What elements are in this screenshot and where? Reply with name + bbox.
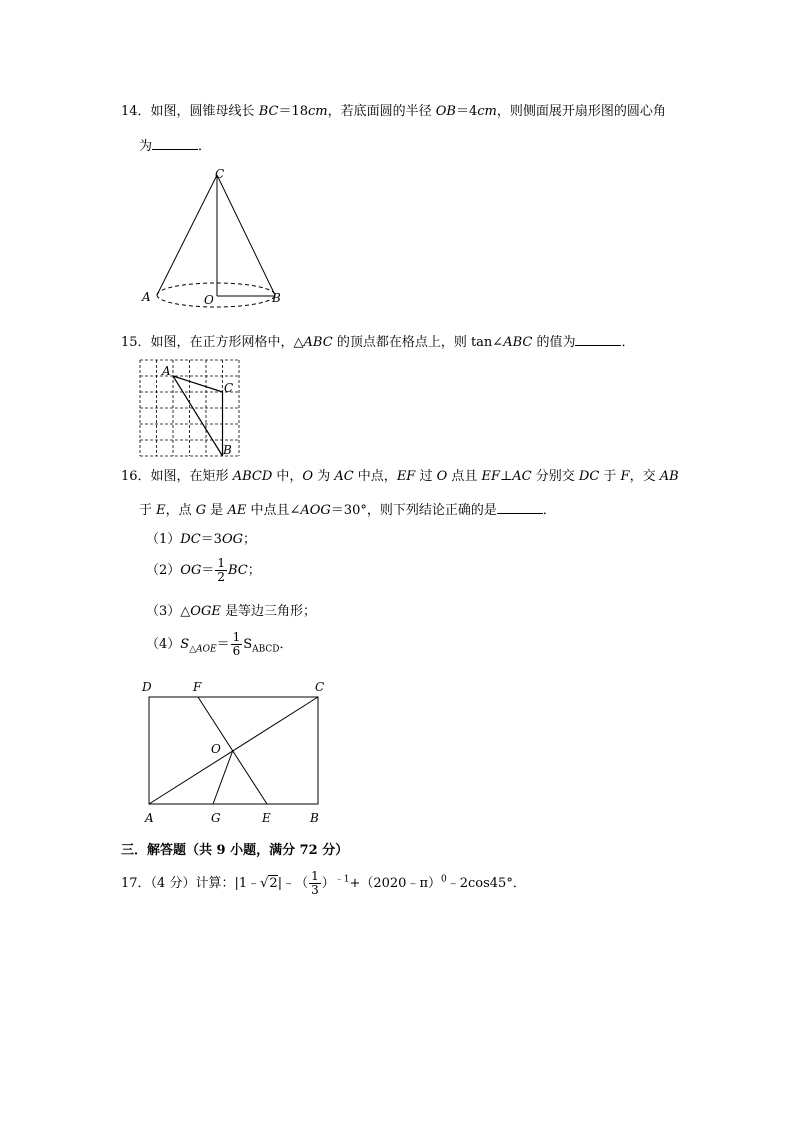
q14-line2: 为 ． (139, 139, 212, 154)
label-b: B (223, 443, 232, 457)
q15-line: 15．如图，在正方形网格中，△ABC 的顶点都在格点上，则 tan∠ABC 的值为 ． (121, 335, 635, 350)
answer-blank (497, 501, 543, 514)
q16-option-3: （3）△OGE 是等边三角形； (146, 604, 316, 619)
cone-diagram (135, 163, 295, 313)
label-f: F (193, 680, 202, 694)
q16-line1: 16．如图，在矩形 ABCD 中，O 为 AC 中点，EF 过 O 点且 EF⊥AC 分别交 DC 于 F，交 AB (121, 469, 679, 484)
label-o: O (211, 742, 221, 756)
square-grid (140, 360, 239, 456)
label-c: C (315, 680, 325, 694)
label-c: C (224, 381, 234, 395)
label-c: C (215, 167, 225, 181)
q14-number: 14． (121, 104, 151, 119)
q17-number: 17． (121, 876, 151, 891)
label-o: O (204, 293, 214, 307)
q16-option-4: $(4)S_{\triangle AOE}=$ $\frac{1}{6}$ $S_{ABCD}$． (146, 630, 293, 658)
base-back-arc (157, 283, 275, 295)
label-e: E (262, 811, 271, 825)
section-heading: 三．解答题（共 9 小题，满分 72 分） (121, 843, 349, 858)
label-b: B (310, 811, 319, 825)
label-a: A (142, 290, 151, 304)
grid-diagram (135, 355, 250, 460)
fraction-one-third: $\frac{1}{3}$ (311, 869, 319, 897)
base-front-arc (157, 295, 275, 307)
label-g: G (211, 811, 221, 825)
sqrt-symbol: √ (260, 876, 269, 891)
q16-number: 16． (121, 469, 151, 484)
cone-edge-ac (157, 175, 217, 295)
answer-blank (152, 137, 198, 150)
q16-line2: 于 E，点 G 是 AE 中点且∠AOG＝30°，则下列结论正确的是 ． (139, 503, 556, 518)
label-b: B (272, 291, 281, 305)
fraction-one-half: $\frac{1}{2}$ (217, 556, 225, 584)
fraction-one-sixth: $\frac{1}{6}$ (232, 630, 241, 658)
q16-option-2: （2）OG＝ $\frac{1}{2}$ BC； (146, 556, 261, 584)
label-a: A (145, 811, 154, 825)
diagonal-ac (149, 697, 318, 804)
answer-blank (575, 333, 621, 346)
triangle-abc (173, 376, 223, 456)
segment-og (213, 750, 233, 804)
cone-edge-bc (217, 175, 275, 295)
q16-option-1: （1）DC＝3OG； (146, 532, 256, 547)
rectangle-diagram (135, 675, 340, 830)
label-d: D (142, 680, 152, 694)
q14-line1: 14．如图，圆锥母线长 BC＝18cm，若底面圆的半径 OB＝4cm，则侧面展开扇形图的圆心角 (121, 104, 666, 119)
label-a: A (162, 364, 171, 378)
q15-number: 15． (121, 335, 151, 350)
q17-line: 17．（4 分）计算：|1﹣√2|﹣（ $\frac{1}{3}$ ）$^{﹣1}$+（2020﹣π）$^0$﹣2cos45°． (121, 869, 526, 897)
